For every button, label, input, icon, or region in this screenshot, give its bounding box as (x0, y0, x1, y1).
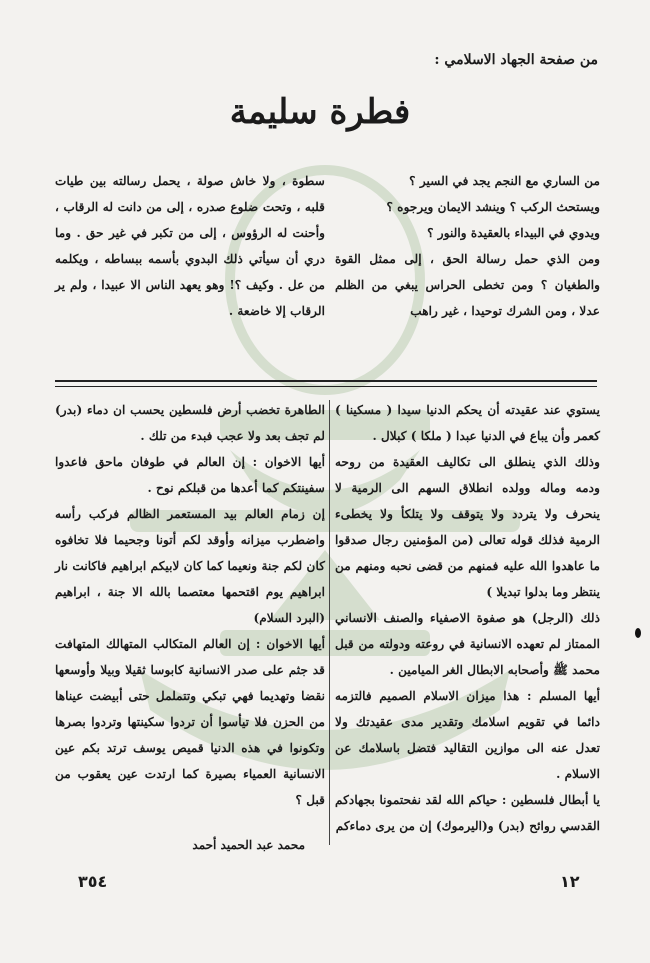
article-bottom-right-column (335, 397, 600, 839)
section-divider (55, 380, 597, 382)
paragraph: ويدوي في البيداء بالعقيدة والنور ؟ (427, 226, 600, 240)
paragraph: أيها المسلم : هذا ميزان الاسلام الصميم فالتزمه دائما في تقويم اسلامك وتقدير مدى عقيدتك ولا تعدل عنه الى موازين التقاليد فتضل باسلامك عن الاسلام . (335, 689, 600, 781)
paragraph: ويستحث الركب ؟ وينشد الايمان ويرجوه ؟ (386, 200, 600, 214)
page-number-right: ١٢ (560, 872, 580, 891)
paragraph: ومن الذي حمل رسالة الحق ، إلى ممثل القوة والطغيان ؟ ومن تخطى الحراس يبغي من الظلم عدلا ، ومن الشرك توحيدا ، غير راهب (335, 252, 600, 318)
paragraph: ذلك (الرجل) هو صفوة الاصفياء والصنف الانساني الممتاز لم تعهده الانسانية في روعته ودولته من قبل محمد ﷺ وأصحابه الابطال الغر الميامين . (335, 611, 600, 677)
paragraph: يا أبطال فلسطين : حياكم الله لقد نفحتمونا بجهادكم القدسي روائح (بدر) و(اليرموك) إن من يرى دماءكم (335, 793, 600, 833)
paragraph: أيها الاخوان : إن العالم المتكالب المتهالك المتهافت قد جثم على صدر الانسانية كابوسا ثقيلا وبيلا وأوسعها نقضا وتهديما فهي تبكي وتتململ حتى أبيضت عيناها من الحزن فلا تيأسوا أن تردوا سكينتها وتردوا بصرها وتكونوا في هذه الدنيا قميص يوسف ترتد بكم عين الانسانية العمياء بصيرة كما ارتدت عين يعقوب من قبل ؟ (55, 637, 325, 807)
paragraph: إن زمام العالم بيد المستعمر الظالم فركب رأسه واضطرب ميزانه وأوقد لكم أتونا وجحيما فلا تخافوه كان لكم جنة ونعيما كما كان لابيكم ابراهيم فاكانت نار ابراهيم يوم اقتحمها معتصما بالله الا جنة ، ابراهيم (البرد السلام) (55, 507, 325, 625)
paragraph: وذلك الذي ينطلق الى تكاليف العقيدة من روحه ودمه وماله وولده انطلاق السهم الى الرمية لا ينحرف ولا يتردد ولا يتوقف ولا يتلكأ ولا يخطىء الرمية فذلك قوله تعالى (من المؤمنين رجال صدقوا ما عاهدوا الله عليه فمنهم من قضى نحبه ومنهم من ينتظر وما بدلوا تبديلا ) (335, 455, 600, 599)
section-label: من صفحة الجهاد الاسلامي : (434, 52, 598, 68)
page-number-left: ٣٥٤ (78, 872, 108, 891)
paragraph: أيها الاخوان : إن العالم في طوفان ماحق فاعدوا سفينتكم كما أعدها من قبلكم نوح . (55, 455, 325, 495)
article-title: فطرة سليمة (229, 92, 411, 132)
section-divider-thin (55, 386, 597, 387)
article-top-right-column (335, 168, 600, 324)
paragraph: من الساري مع النجم يجد في السير ؟ (409, 174, 600, 188)
column-divider (329, 400, 330, 845)
paragraph: سطوة ، ولا خاش صولة ، يحمل رسالته بين طيات قلبه ، وتحت ضلوع صدره ، إلى من دانت له الرقاب ، وأحنت له الرؤوس ، إلى من تكبر في غير حق . وما دري أن سيأتي ذلك البدوي بأسمه ببساطه ، ويكلمه من عل . وكيف ؟! وهو يعهد الناس الا عبيدا ، ولم ير الرقاب إلا خاضعة . (55, 174, 325, 318)
paragraph: يستوي عند عقيدته أن يحكم الدنيا سيدا ( مسكينا ) كعمر وأن يباع في الدنيا عبدا ( ملكا ) كبلال . (335, 403, 600, 443)
paragraph: الطاهرة تخضب أرض فلسطين يحسب ان دماء (بدر) لم تجف بعد ولا عجب فبدء من تلك . (55, 403, 325, 443)
article-top-left-column (55, 168, 325, 324)
scan-mark (635, 628, 641, 638)
author-signature: محمد عبد الحميد أحمد (192, 838, 305, 852)
article-bottom-left-column (55, 397, 325, 813)
